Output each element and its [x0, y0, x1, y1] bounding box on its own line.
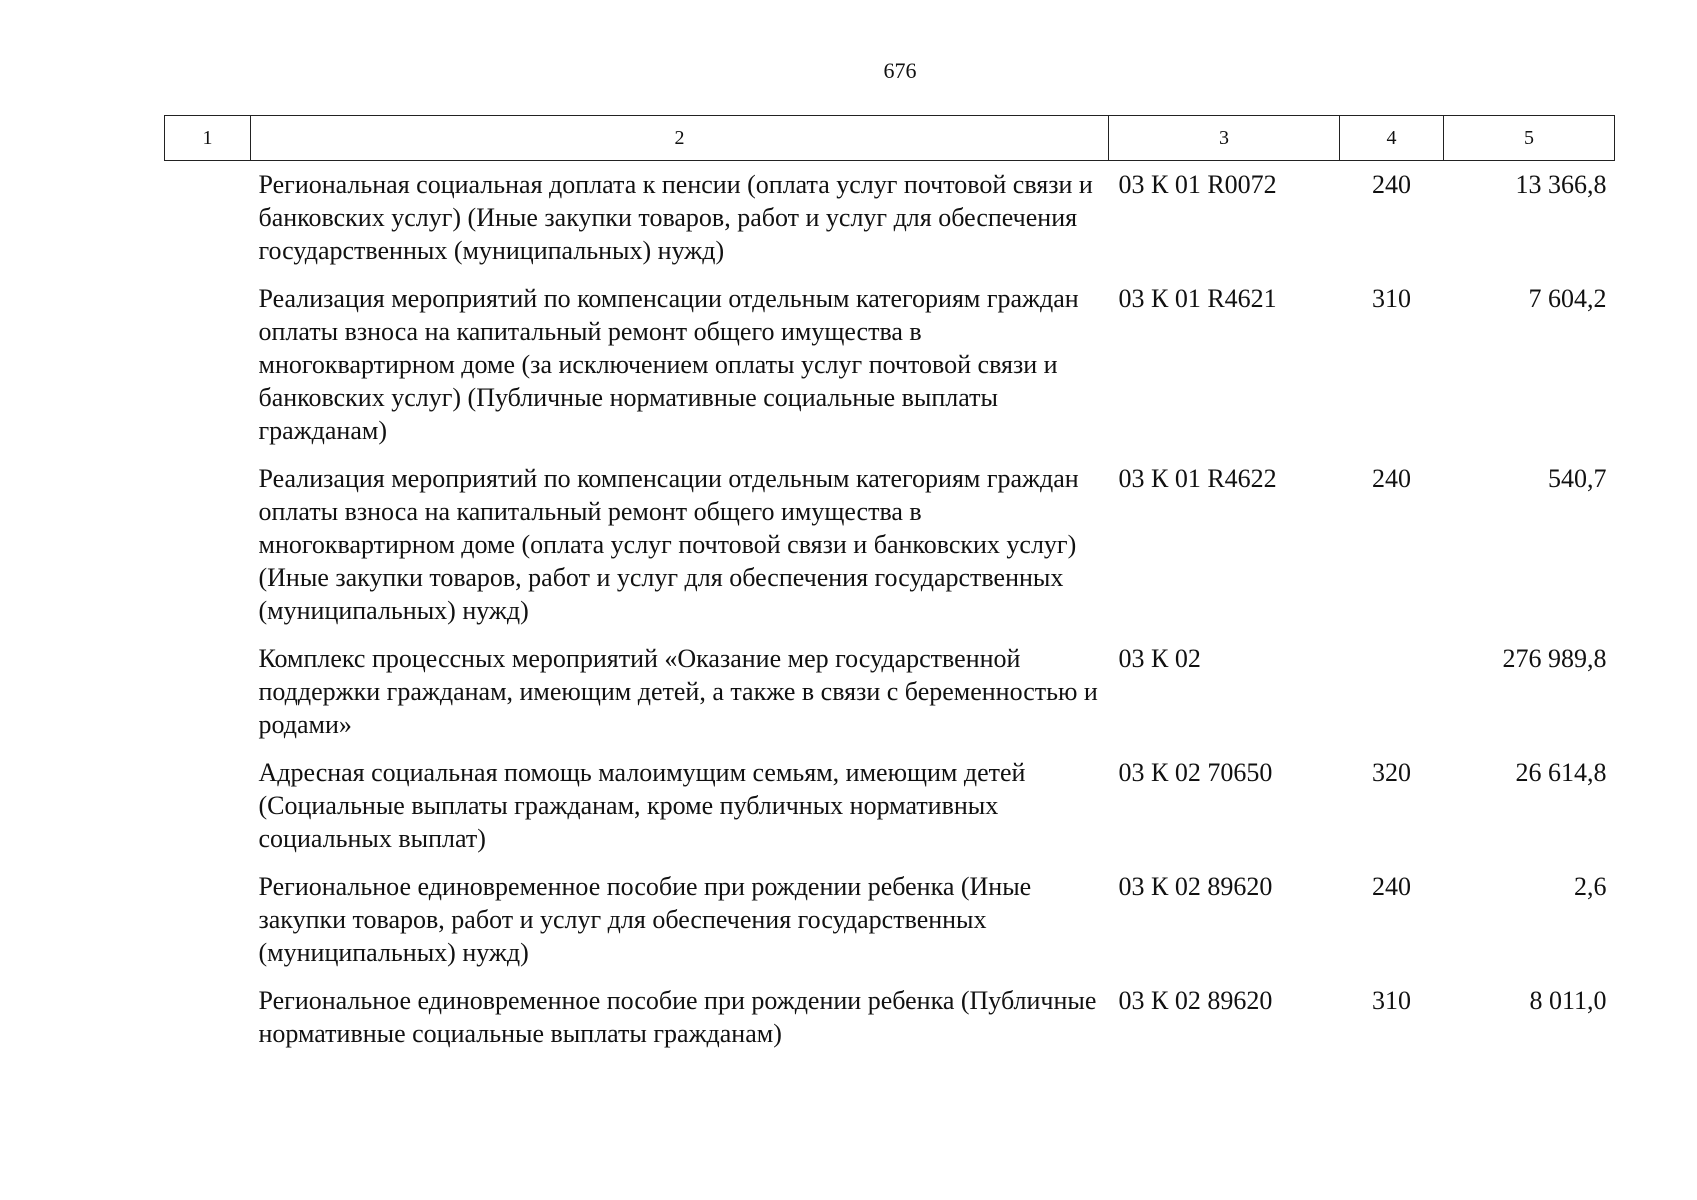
row-amount: 26 614,8 — [1515, 758, 1607, 787]
row-code: 03 К 02 — [1118, 644, 1201, 673]
row-number — [165, 756, 251, 870]
table-row — [165, 984, 1615, 1065]
row-description: Региональное единовременное пособие при рождении ребенка (Иные закупки товаров, работ и услуг для обеспечения государственных (муниципальных) нужд) — [258, 872, 1032, 967]
header-col-5: 5 — [1444, 116, 1615, 161]
page-number: 676 — [883, 58, 917, 83]
header-col-2: 2 — [251, 116, 1109, 161]
row-description: Реализация мероприятий по компенсации отдельным категориям граждан оплаты взноса на капитальный ремонт общего имущества в многоквартирном доме (за исключением оплаты услуг почтовой связи и банковских услуг) (Публичные нормативные социальные выплаты гражданам) — [258, 284, 1079, 445]
budget-table — [164, 115, 1615, 1065]
row-type: 310 — [1372, 284, 1411, 313]
row-type: 310 — [1372, 986, 1411, 1015]
row-code: 03 К 02 70650 — [1118, 758, 1273, 787]
table-row — [165, 642, 1615, 756]
table-row — [165, 756, 1615, 870]
row-type: 240 — [1372, 464, 1411, 493]
header-col-4: 4 — [1340, 116, 1444, 161]
row-number — [165, 462, 251, 642]
row-amount: 8 011,0 — [1529, 986, 1607, 1015]
table-row — [165, 462, 1615, 642]
table-row — [165, 870, 1615, 984]
row-code: 03 К 01 R4621 — [1118, 284, 1277, 313]
row-description: Региональная социальная доплата к пенсии (оплата услуг почтовой связи и банковских услуг) (Иные закупки товаров, работ и услуг для обеспечения государственных (муниципальных) нужд) — [258, 170, 1093, 265]
row-type: 240 — [1372, 170, 1411, 199]
row-number — [165, 161, 251, 283]
table-body — [165, 161, 1615, 1066]
row-code: 03 К 01 R0072 — [1118, 170, 1277, 199]
row-amount: 540,7 — [1548, 464, 1607, 493]
row-type: 320 — [1372, 758, 1411, 787]
row-number — [165, 870, 251, 984]
row-type — [1340, 642, 1444, 756]
row-description: Адресная социальная помощь малоимущим семьям, имеющим детей (Социальные выплаты гражданам, кроме публичных нормативных социальных выплат) — [258, 758, 1026, 853]
row-code: 03 К 02 89620 — [1118, 986, 1273, 1015]
header-col-1: 1 — [165, 116, 251, 161]
header-col-3: 3 — [1109, 116, 1340, 161]
table-row — [165, 161, 1615, 283]
row-description: Региональное единовременное пособие при рождении ребенка (Публичные нормативные социальные выплаты гражданам) — [258, 986, 1097, 1048]
table-header — [165, 116, 1615, 161]
row-number — [165, 642, 251, 756]
row-description: Комплекс процессных мероприятий «Оказание мер государственной поддержки гражданам, имеющим детей, а также в связи с беременностью и родами» — [258, 644, 1098, 739]
row-amount: 276 989,8 — [1502, 644, 1607, 673]
row-number — [165, 282, 251, 462]
row-type: 240 — [1372, 872, 1411, 901]
row-number — [165, 984, 251, 1065]
table-row — [165, 282, 1615, 462]
row-description: Реализация мероприятий по компенсации отдельным категориям граждан оплаты взноса на капитальный ремонт общего имущества в многоквартирном доме (оплата услуг почтовой связи и банковских услуг) (Иные закупки товаров, работ и услуг для обеспечения государственных (муниципальных) нужд) — [258, 464, 1079, 625]
row-amount: 2,6 — [1574, 872, 1607, 901]
row-code: 03 К 02 89620 — [1118, 872, 1273, 901]
row-amount: 13 366,8 — [1515, 170, 1607, 199]
row-amount: 7 604,2 — [1528, 284, 1607, 313]
header-row — [165, 116, 1615, 161]
row-code: 03 К 01 R4622 — [1118, 464, 1277, 493]
